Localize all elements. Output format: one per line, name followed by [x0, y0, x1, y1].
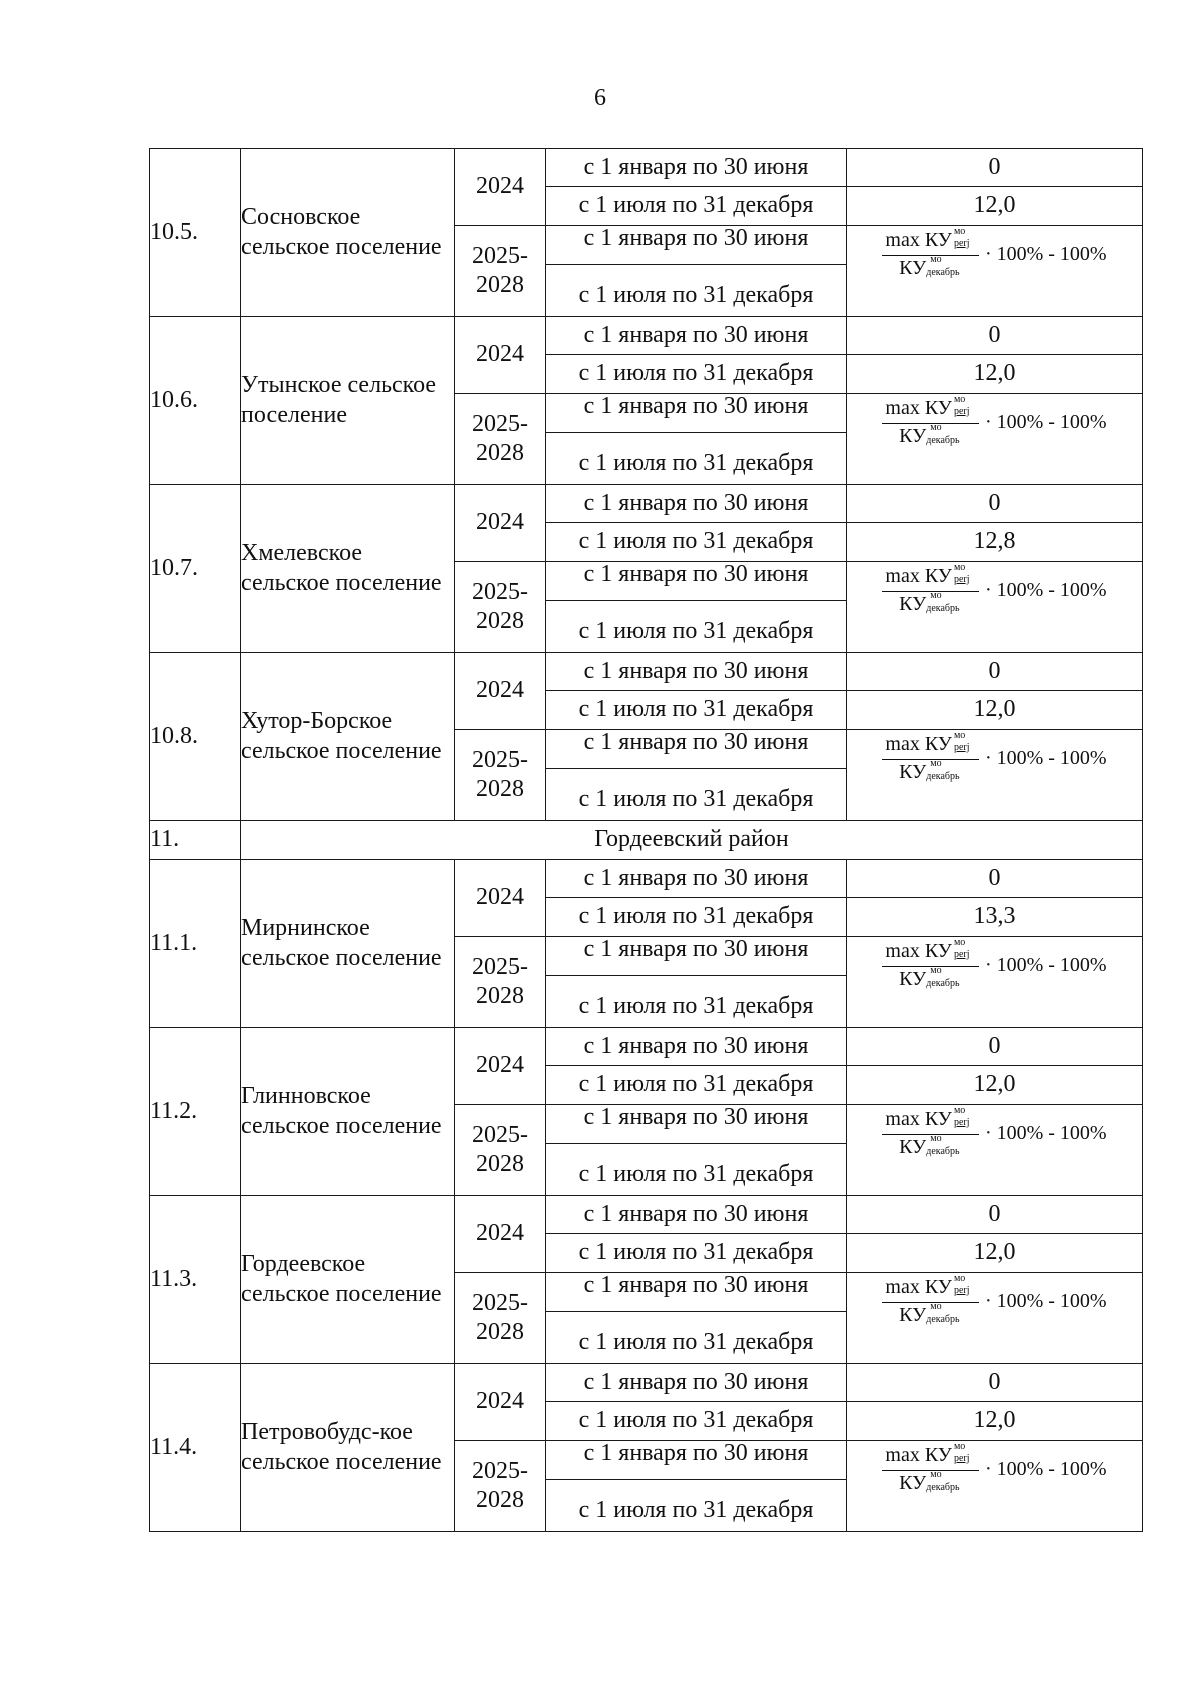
formula-fraction	[882, 228, 979, 282]
formula-tail: · 100% - 100%	[984, 579, 1107, 602]
formula-sub-perj: рerj	[953, 574, 970, 585]
formula-numerator-indices	[952, 226, 976, 253]
period-second-half: с 1 июля по 31 декабря	[546, 523, 847, 562]
period-second-half: с 1 июля по 31 декабря	[546, 898, 847, 937]
formula-fraction	[882, 732, 979, 786]
period-first-half: с 1 января по 30 июня	[546, 149, 847, 187]
settlement-row	[150, 1196, 1143, 1234]
value-second-half-2024: 12,0	[847, 1234, 1143, 1273]
formula-numerator	[882, 396, 979, 424]
formula-denominator	[899, 256, 962, 281]
formula-fraction	[882, 1443, 979, 1497]
year-range-2025-2028	[455, 1105, 546, 1196]
formula-ku: КУ	[899, 257, 927, 279]
year-range-label: 2025- 2028	[472, 1457, 528, 1513]
formula-max: max	[885, 732, 920, 755]
formula-ku: КУ	[899, 1136, 927, 1158]
period-first-half: с 1 января по 30 июня	[583, 225, 809, 252]
period-second-half: с 1 июля по 31 декабря	[578, 1496, 814, 1523]
formula	[882, 732, 1106, 786]
period-first-half: с 1 января по 30 июня	[546, 1196, 847, 1234]
formula-sup-mo: мо	[953, 226, 966, 237]
formula-cell	[847, 1273, 1143, 1364]
year-range-label: 2025- 2028	[472, 953, 528, 1009]
formula-denominator-indices	[926, 590, 962, 617]
formula-tail: · 100% - 100%	[984, 411, 1107, 434]
period-first-half: с 1 января по 30 июня	[583, 1104, 809, 1131]
formula-ku: КУ	[924, 228, 952, 251]
value-first-half-2024: 0	[847, 860, 1143, 898]
formula-tail: · 100% - 100%	[984, 747, 1107, 770]
settlement-number: 10.8.	[150, 653, 241, 821]
formula-sup-mo: мо	[930, 965, 942, 977]
formula	[882, 1275, 1106, 1329]
formula-ku: КУ	[924, 732, 952, 755]
formula-numerator	[882, 1107, 979, 1135]
formula-sub-december: декабрь	[926, 1146, 960, 1158]
period-second-half: с 1 июля по 31 декабря	[546, 1402, 847, 1441]
settlement-name: Гордеевское сельское поселение	[241, 1196, 455, 1364]
year-range-2025-2028	[455, 562, 546, 653]
year-range-2025-2028	[455, 1273, 546, 1364]
formula-fraction	[882, 939, 979, 993]
period-second-half-cell	[546, 1144, 847, 1196]
tariff-index-table	[149, 148, 1143, 1532]
formula-max: max	[885, 1107, 920, 1130]
settlement-number: 11.4.	[150, 1364, 241, 1532]
formula-tail: · 100% - 100%	[984, 1458, 1107, 1481]
settlement-name: Утынское сельское поселение	[241, 317, 455, 485]
settlement-row	[150, 1028, 1143, 1066]
period-first-half: с 1 января по 30 июня	[583, 393, 809, 420]
year-range-label: 2025- 2028	[472, 746, 528, 802]
period-second-half: с 1 июля по 31 декабря	[578, 1328, 814, 1355]
formula-ku: КУ	[899, 1472, 927, 1494]
formula-sub-december: декабрь	[926, 267, 960, 279]
period-first-half: с 1 января по 30 июня	[546, 653, 847, 691]
period-second-half: с 1 июля по 31 декабря	[546, 1234, 847, 1273]
formula-sup-mo: мо	[953, 562, 966, 573]
formula-ku: КУ	[899, 761, 927, 783]
formula-denominator	[899, 967, 962, 992]
period-first-half: с 1 января по 30 июня	[583, 1272, 809, 1299]
period-second-half: с 1 июля по 31 декабря	[578, 992, 814, 1019]
formula-cell	[847, 1105, 1143, 1196]
settlement-row	[150, 149, 1143, 187]
period-first-half-cell	[546, 937, 847, 976]
formula-ku: КУ	[899, 425, 927, 447]
formula-denominator-indices	[926, 1469, 962, 1496]
period-first-half: с 1 января по 30 июня	[583, 1440, 809, 1467]
formula-denominator	[899, 760, 962, 785]
settlement-name: Хмелевское сельское поселение	[241, 485, 455, 653]
formula-cell	[847, 730, 1143, 821]
settlement-name: Петровобудс-кое сельское поселение	[241, 1364, 455, 1532]
formula-numerator-indices	[952, 394, 976, 421]
year-2024: 2024	[455, 653, 546, 730]
formula-max: max	[885, 939, 920, 962]
formula-tail: · 100% - 100%	[984, 1290, 1107, 1313]
formula-sub-perj: рerj	[953, 1453, 970, 1464]
year-range-label: 2025- 2028	[472, 410, 528, 466]
formula-max: max	[885, 564, 920, 587]
settlement-name: Хутор-Борское сельское поселение	[241, 653, 455, 821]
formula-tail: · 100% - 100%	[984, 243, 1107, 266]
year-range-label: 2025- 2028	[472, 578, 528, 634]
value-first-half-2024: 0	[847, 317, 1143, 355]
formula	[882, 228, 1106, 282]
year-2024: 2024	[455, 860, 546, 937]
formula-ku: КУ	[924, 1107, 952, 1130]
settlement-name: Глинновское сельское поселение	[241, 1028, 455, 1196]
period-second-half: с 1 июля по 31 декабря	[546, 691, 847, 730]
formula-ku: КУ	[924, 564, 952, 587]
page-number: 6	[594, 85, 606, 111]
formula-sub-perj: рerj	[953, 406, 970, 417]
year-2024: 2024	[455, 485, 546, 562]
year-range-2025-2028	[455, 226, 546, 317]
formula	[882, 396, 1106, 450]
formula-sup-mo: мо	[953, 1273, 966, 1284]
formula-max: max	[885, 228, 920, 251]
formula-cell	[847, 562, 1143, 653]
period-first-half: с 1 января по 30 июня	[546, 860, 847, 898]
formula-denominator-indices	[926, 1301, 962, 1328]
formula-fraction	[882, 1107, 979, 1161]
formula-sup-mo: мо	[953, 1441, 966, 1452]
formula-numerator-indices	[952, 937, 976, 964]
formula-numerator-indices	[952, 1441, 976, 1468]
formula-sup-mo: мо	[930, 254, 942, 266]
formula-sub-december: декабрь	[926, 771, 960, 783]
formula-denominator-indices	[926, 422, 962, 449]
settlement-number: 11.1.	[150, 860, 241, 1028]
formula-numerator	[882, 228, 979, 256]
year-range-2025-2028	[455, 937, 546, 1028]
period-second-half-cell	[546, 433, 847, 485]
formula-sub-perj: рerj	[953, 949, 970, 960]
formula-ku: КУ	[924, 1275, 952, 1298]
formula-denominator-indices	[926, 758, 962, 785]
period-first-half-cell	[546, 1441, 847, 1480]
value-first-half-2024: 0	[847, 1028, 1143, 1066]
value-second-half-2024: 12,0	[847, 1402, 1143, 1441]
formula-sub-december: декабрь	[926, 1482, 960, 1494]
period-first-half-cell	[546, 226, 847, 265]
value-second-half-2024: 12,0	[847, 1066, 1143, 1105]
settlement-number: 10.5.	[150, 149, 241, 317]
formula-fraction	[882, 1275, 979, 1329]
formula-tail: · 100% - 100%	[984, 954, 1107, 977]
formula-denominator-indices	[926, 1133, 962, 1160]
value-first-half-2024: 0	[847, 149, 1143, 187]
period-second-half: с 1 июля по 31 декабря	[578, 785, 814, 812]
period-second-half: с 1 июля по 31 декабря	[578, 281, 814, 308]
settlement-number: 11.3.	[150, 1196, 241, 1364]
formula-numerator	[882, 1275, 979, 1303]
settlement-number: 10.6.	[150, 317, 241, 485]
settlement-row	[150, 860, 1143, 898]
formula-ku: КУ	[899, 593, 927, 615]
settlement-row	[150, 317, 1143, 355]
formula-cell	[847, 1441, 1143, 1532]
formula	[882, 564, 1106, 618]
district-name: Гордеевский район	[241, 821, 1143, 860]
formula-sub-december: декабрь	[926, 1314, 960, 1326]
formula-numerator	[882, 732, 979, 760]
formula-sub-december: декабрь	[926, 603, 960, 615]
formula-sub-december: декабрь	[926, 978, 960, 990]
formula-sub-perj: рerj	[953, 1117, 970, 1128]
value-first-half-2024: 0	[847, 485, 1143, 523]
formula-denominator	[899, 1303, 962, 1328]
period-first-half-cell	[546, 562, 847, 601]
formula-numerator	[882, 564, 979, 592]
settlement-number: 10.7.	[150, 485, 241, 653]
period-second-half: с 1 июля по 31 декабря	[546, 187, 847, 226]
year-range-label: 2025- 2028	[472, 242, 528, 298]
formula-ku: КУ	[899, 968, 927, 990]
period-second-half: с 1 июля по 31 декабря	[546, 1066, 847, 1105]
period-second-half: с 1 июля по 31 декабря	[546, 355, 847, 394]
year-range-label: 2025- 2028	[472, 1289, 528, 1345]
formula-sub-perj: рerj	[953, 742, 970, 753]
formula-sup-mo: мо	[953, 1105, 966, 1116]
formula-sup-mo: мо	[953, 394, 966, 405]
year-2024: 2024	[455, 317, 546, 394]
period-second-half: с 1 июля по 31 декабря	[578, 1160, 814, 1187]
period-first-half-cell	[546, 394, 847, 433]
formula-fraction	[882, 564, 979, 618]
period-first-half: с 1 января по 30 июня	[546, 485, 847, 523]
settlement-number: 11.2.	[150, 1028, 241, 1196]
formula-numerator-indices	[952, 1273, 976, 1300]
year-range-2025-2028	[455, 730, 546, 821]
formula-numerator-indices	[952, 1105, 976, 1132]
formula-fraction	[882, 396, 979, 450]
formula-denominator	[899, 1135, 962, 1160]
settlement-name: Мирнинское сельское поселение	[241, 860, 455, 1028]
value-first-half-2024: 0	[847, 1196, 1143, 1234]
formula-sup-mo: мо	[930, 422, 942, 434]
period-first-half: с 1 января по 30 июня	[546, 1364, 847, 1402]
formula-cell	[847, 226, 1143, 317]
formula-sup-mo: мо	[930, 590, 942, 602]
district-row	[150, 821, 1143, 860]
formula-ku: КУ	[924, 396, 952, 419]
formula-ku: КУ	[899, 1304, 927, 1326]
value-first-half-2024: 0	[847, 653, 1143, 691]
period-second-half: с 1 июля по 31 декабря	[578, 449, 814, 476]
period-first-half: с 1 января по 30 июня	[583, 561, 809, 588]
period-first-half-cell	[546, 1105, 847, 1144]
period-first-half: с 1 января по 30 июня	[583, 936, 809, 963]
formula-numerator	[882, 1443, 979, 1471]
formula-denominator	[899, 592, 962, 617]
settlement-row	[150, 653, 1143, 691]
formula	[882, 1443, 1106, 1497]
formula-max: max	[885, 396, 920, 419]
formula-denominator-indices	[926, 254, 962, 281]
value-second-half-2024: 12,0	[847, 187, 1143, 226]
formula-sup-mo: мо	[930, 758, 942, 770]
year-range-label: 2025- 2028	[472, 1121, 528, 1177]
district-number: 11.	[150, 821, 241, 860]
formula-denominator	[899, 1471, 962, 1496]
formula-numerator	[882, 939, 979, 967]
formula-sup-mo: мо	[930, 1133, 942, 1145]
formula-sup-mo: мо	[953, 937, 966, 948]
period-first-half: с 1 января по 30 июня	[546, 1028, 847, 1066]
formula-cell	[847, 394, 1143, 485]
settlement-row	[150, 1364, 1143, 1402]
settlement-row	[150, 485, 1143, 523]
period-first-half-cell	[546, 730, 847, 769]
formula-denominator-indices	[926, 965, 962, 992]
value-second-half-2024: 12,0	[847, 355, 1143, 394]
settlement-name: Сосновское сельское поселение	[241, 149, 455, 317]
period-second-half-cell	[546, 601, 847, 653]
formula-max: max	[885, 1275, 920, 1298]
period-first-half-cell	[546, 1273, 847, 1312]
period-second-half-cell	[546, 1480, 847, 1532]
period-second-half-cell	[546, 265, 847, 317]
formula	[882, 939, 1106, 993]
formula-sup-mo: мо	[930, 1301, 942, 1313]
formula-ku: КУ	[924, 939, 952, 962]
value-second-half-2024: 13,3	[847, 898, 1143, 937]
period-second-half-cell	[546, 1312, 847, 1364]
period-first-half: с 1 января по 30 июня	[546, 317, 847, 355]
period-second-half-cell	[546, 769, 847, 821]
formula-sub-perj: рerj	[953, 1285, 970, 1296]
year-range-2025-2028	[455, 394, 546, 485]
value-second-half-2024: 12,8	[847, 523, 1143, 562]
formula-sup-mo: мо	[953, 730, 966, 741]
year-2024: 2024	[455, 149, 546, 226]
formula-ku: КУ	[924, 1443, 952, 1466]
value-second-half-2024: 12,0	[847, 691, 1143, 730]
formula-sub-perj: рerj	[953, 238, 970, 249]
formula-numerator-indices	[952, 562, 976, 589]
formula-cell	[847, 937, 1143, 1028]
formula-sup-mo: мо	[930, 1469, 942, 1481]
formula-numerator-indices	[952, 730, 976, 757]
value-first-half-2024: 0	[847, 1364, 1143, 1402]
formula-max: max	[885, 1443, 920, 1466]
formula	[882, 1107, 1106, 1161]
year-2024: 2024	[455, 1028, 546, 1105]
year-range-2025-2028	[455, 1441, 546, 1532]
period-first-half: с 1 января по 30 июня	[583, 729, 809, 756]
period-second-half-cell	[546, 976, 847, 1028]
formula-tail: · 100% - 100%	[984, 1122, 1107, 1145]
period-second-half: с 1 июля по 31 декабря	[578, 617, 814, 644]
year-2024: 2024	[455, 1196, 546, 1273]
year-2024: 2024	[455, 1364, 546, 1441]
formula-sub-december: декабрь	[926, 435, 960, 447]
formula-denominator	[899, 424, 962, 449]
